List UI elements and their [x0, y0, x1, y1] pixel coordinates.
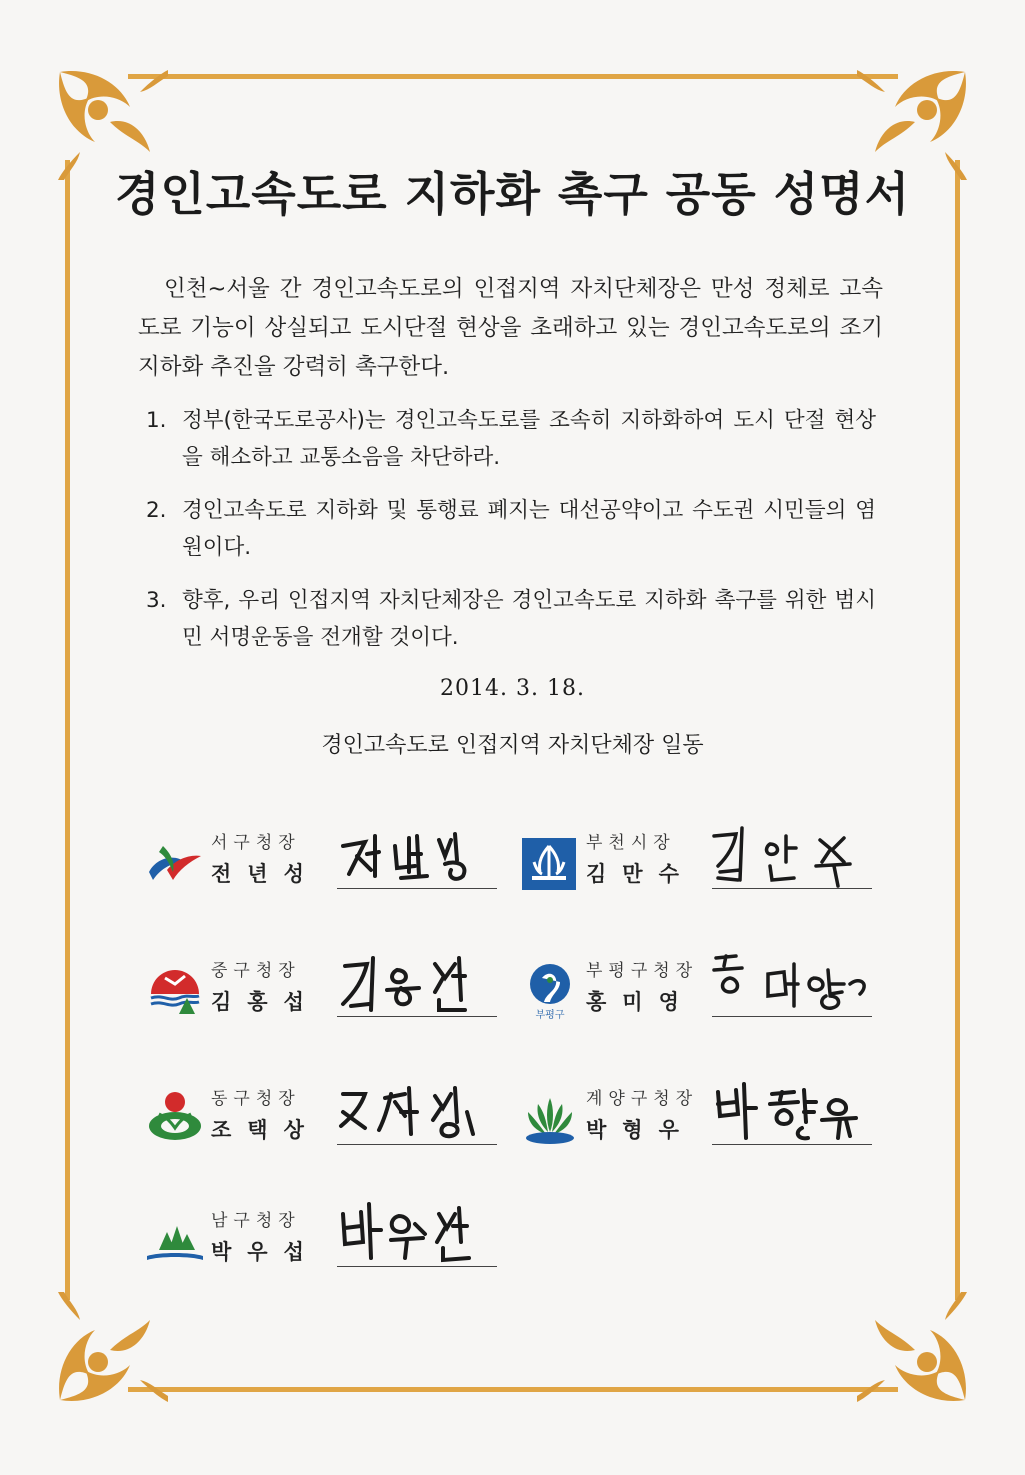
signature-line [337, 1016, 497, 1017]
official-role: 남구청장 [211, 1211, 301, 1231]
signature [335, 816, 505, 888]
official-role: 계양구청장 [586, 1089, 699, 1109]
item-text: 향후, 우리 인접지역 자치단체장은 경인고속도로 지하화 촉구를 위한 범시민 서명운동을 전개할 것이다. [182, 588, 876, 650]
statement-item [146, 402, 876, 476]
signers-heading: 경인고속도로 인접지역 자치단체장 일동 [321, 733, 704, 758]
official-name: 홍미영 [586, 989, 695, 1014]
official-name: 김만수 [586, 861, 695, 886]
official-name: 박형우 [586, 1117, 695, 1142]
official-role: 서구청장 [211, 833, 301, 853]
item-number: 3. [146, 588, 167, 613]
document-title: 경인고속도로 지하화 촉구 공동 성명서 [114, 167, 911, 221]
official-dong-gu [145, 1078, 515, 1158]
official-name: 박우섭 [211, 1239, 320, 1264]
jung-gu-logo-icon [145, 960, 205, 1020]
official-bupyeong-gu [520, 950, 890, 1030]
signature [710, 816, 880, 888]
signature [335, 1072, 505, 1144]
nam-gu-logo-icon [145, 1210, 205, 1270]
signature-line [712, 888, 872, 889]
signature-line [337, 888, 497, 889]
signature [335, 1194, 505, 1266]
frame-top [128, 74, 898, 79]
gyeyang-gu-logo-icon [520, 1088, 580, 1148]
frame-bottom [128, 1387, 898, 1392]
item-number: 1. [146, 408, 167, 433]
signature [335, 944, 505, 1016]
official-bucheon [520, 822, 890, 902]
official-role: 동구청장 [211, 1089, 301, 1109]
signature [710, 1072, 880, 1144]
signature [710, 944, 880, 1016]
signature-line [712, 1016, 872, 1017]
item-number: 2. [146, 498, 167, 523]
official-name: 조택상 [211, 1117, 320, 1142]
statement-item [146, 582, 876, 656]
ornament-corner-icon [50, 1290, 170, 1410]
statement-item [146, 492, 876, 566]
official-role: 부천시장 [586, 833, 676, 853]
official-gyeyang-gu [520, 1078, 890, 1158]
bupyeong-gu-logo-icon [520, 960, 580, 1020]
signature-line [337, 1266, 497, 1267]
item-text: 정부(한국도로공사)는 경인고속도로를 조속히 지하화하여 도시 단절 현상을 해소하고 교통소음을 차단하라. [182, 408, 876, 470]
official-name: 전년성 [211, 861, 320, 886]
official-seo-gu [145, 822, 515, 902]
ornament-corner-icon [855, 1290, 975, 1410]
official-name: 김홍섭 [211, 989, 320, 1014]
official-role: 부평구청장 [586, 961, 699, 981]
bucheon-logo-icon [520, 832, 580, 892]
seo-gu-logo-icon [145, 832, 205, 892]
dong-gu-logo-icon [145, 1088, 205, 1148]
logo-text: 부평구 [535, 1010, 565, 1020]
intro-paragraph: 인천~서울 간 경인고속도로의 인접지역 자치단체장은 만성 정체로 고속도로 기능이 상실되고 도시단절 현상을 초래하고 있는 경인고속도로의 조기 지하화 추진을 강력히 촉구한다. [138, 276, 883, 380]
signature-line [337, 1144, 497, 1145]
item-text: 경인고속도로 지하화 및 통행료 폐지는 대선공약이고 수도권 시민들의 염원이다. [182, 498, 876, 560]
official-jung-gu [145, 950, 515, 1030]
signature-line [712, 1144, 872, 1145]
official-role: 중구청장 [211, 961, 301, 981]
official-nam-gu [145, 1200, 515, 1280]
statement-date: 2014. 3. 18. [440, 676, 585, 701]
